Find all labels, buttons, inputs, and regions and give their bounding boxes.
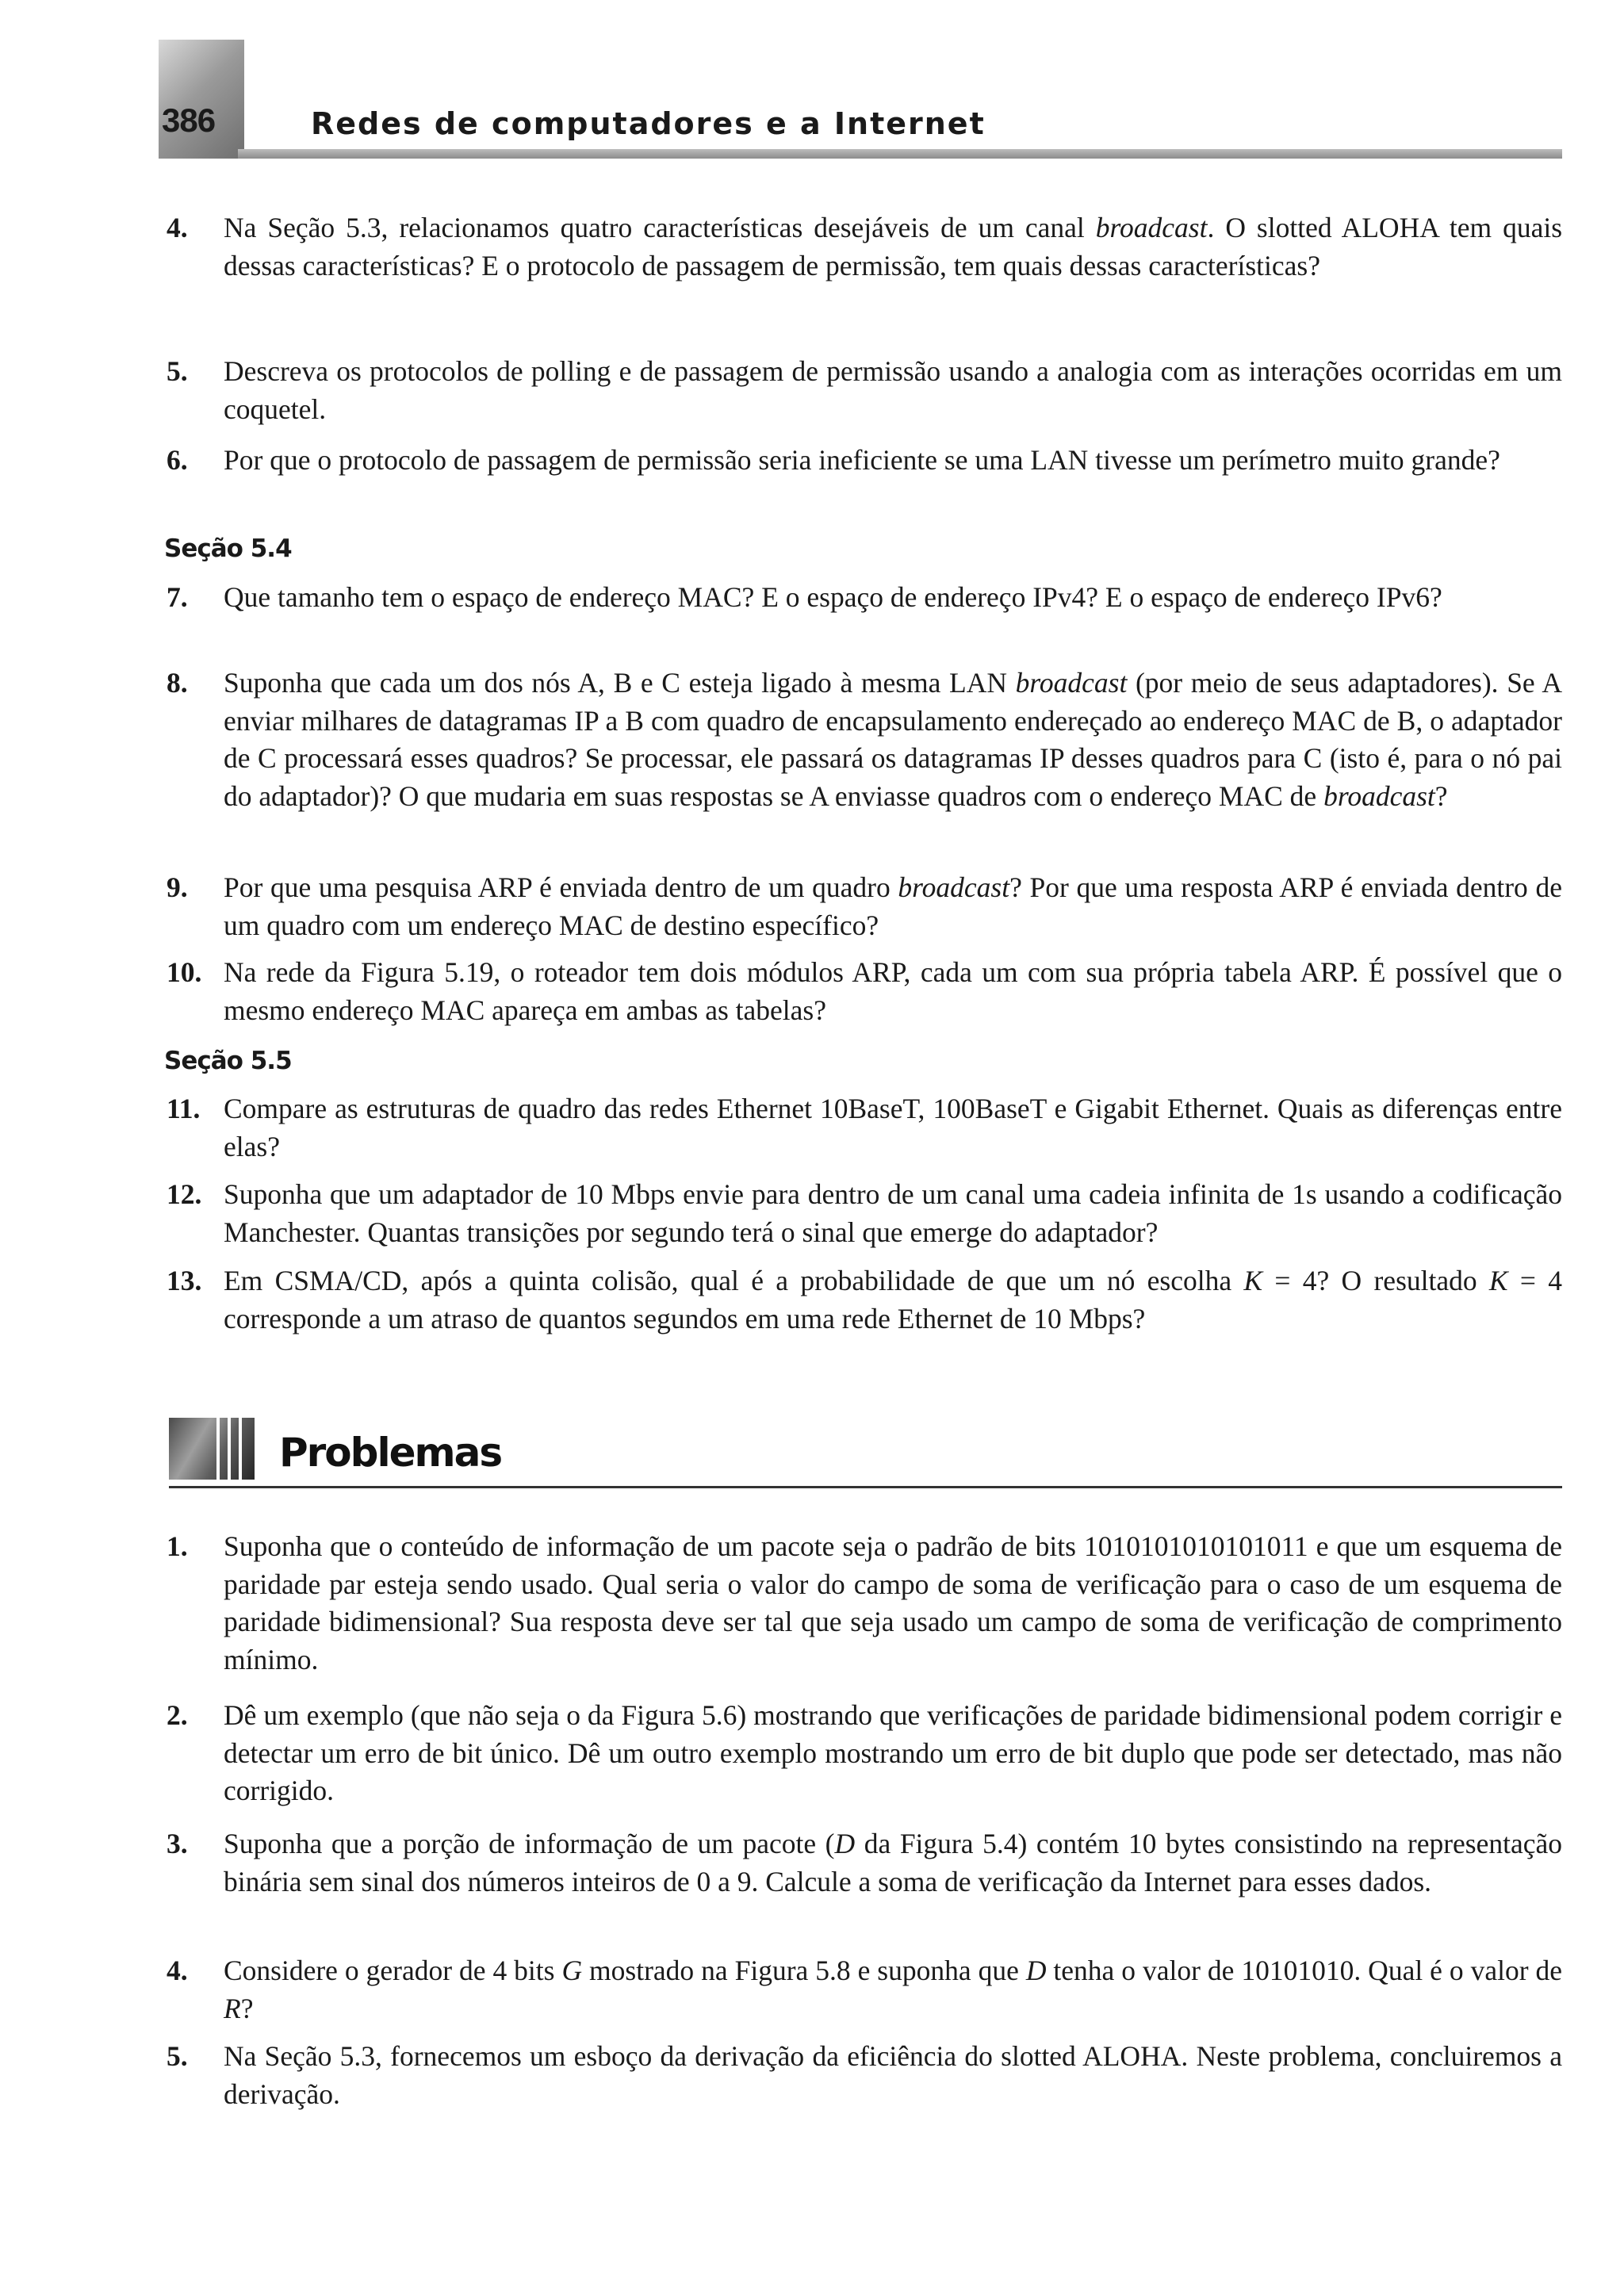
item-number: 3.	[167, 1828, 188, 1859]
item-text: Suponha que o conteúdo de informação de um pacote seja o padrão de bits 1010101010101011 e que um esquema de paridade par esteja sendo usado. Qual seria o valor do campo de soma de verificação para o caso de um esquema de paridade bidimensional? Sua resposta deve ser tal que seja usado um campo de soma de verificação de comprimento mínimo.	[224, 1530, 1562, 1675]
item-text: Suponha que cada um dos nós A, B e C esteja ligado à mesma LAN broadcast (por meio de seus adaptadores). Se A enviar milhares de datagramas IP a B com quadro de encapsulamento endereçado ao endereço MAC de B, o adaptador de C processará esses quadros? Se processar, ele passará os datagramas IP desses quadros para C (isto é, para o nó pai do adaptador)? O que mudaria em suas respostas se A enviasse quadros com o endereço MAC de broadcast?	[224, 667, 1563, 812]
problem-item-2	[167, 1697, 1562, 1810]
question-item-12	[167, 1176, 1562, 1251]
question-item-4	[167, 209, 1562, 285]
question-item-13	[167, 1262, 1562, 1338]
problems-heading: Problemas	[279, 1430, 502, 1476]
item-number: 13.	[167, 1265, 202, 1296]
problem-item-3	[167, 1825, 1562, 1901]
item-text: Que tamanho tem o espaço de endereço MAC? E o espaço de endereço IPv4? E o espaço de endereço IPv6?	[224, 581, 1442, 613]
question-item-11	[167, 1090, 1562, 1166]
problems-heading-rule	[169, 1486, 1562, 1488]
item-number: 10.	[167, 956, 202, 988]
item-number: 5.	[167, 355, 188, 387]
section-label-5-4: Seção 5.4	[164, 534, 292, 563]
item-number: 8.	[167, 667, 188, 699]
item-text: Dê um exemplo (que não seja o da Figura 5.6) mostrando que verificações de paridade bidimensional podem corrigir e detectar um erro de bit único. Dê um outro exemplo mostrando um erro de bit duplo que pode ser detectado, mas não corrigido.	[224, 1699, 1562, 1806]
item-number: 9.	[167, 871, 188, 903]
item-text: Na Seção 5.3, relacionamos quatro características desejáveis de um canal broadcast. O slotted ALOHA tem quais dessas características? E o protocolo de passagem de permissão, tem quais dessas características?	[224, 212, 1563, 281]
problem-item-1	[167, 1528, 1562, 1679]
question-item-5	[167, 353, 1562, 428]
item-number: 7.	[167, 581, 188, 613]
question-item-10	[167, 954, 1562, 1029]
question-item-6	[167, 442, 1562, 480]
item-number: 4.	[167, 1955, 188, 1986]
problem-item-5	[167, 2038, 1562, 2113]
item-number: 6.	[167, 444, 188, 476]
running-title: Redes de computadores e a Internet	[311, 106, 986, 141]
item-text: Na Seção 5.3, fornecemos um esboço da derivação da eficiência do slotted ALOHA. Neste problema, concluiremos a derivação.	[224, 2040, 1562, 2110]
section-label-5-5: Seção 5.5	[164, 1047, 292, 1075]
question-item-9	[167, 869, 1562, 944]
header-rule	[238, 149, 1562, 159]
item-number: 2.	[167, 1699, 188, 1731]
item-text: Na rede da Figura 5.19, o roteador tem dois módulos ARP, cada um com sua própria tabela ARP. É possível que o mesmo endereço MAC apareça em ambas as tabelas?	[224, 956, 1562, 1026]
item-number: 1.	[167, 1530, 188, 1562]
item-text: Suponha que um adaptador de 10 Mbps envie para dentro de um canal uma cadeia infinita de 1s usando a codificação Manchester. Quantas transições por segundo terá o sinal que emerge do adaptador?	[224, 1178, 1562, 1248]
item-text: Considere o gerador de 4 bits G mostrado na Figura 5.8 e suponha que D tenha o valor de 10101010. Qual é o valor de R?	[224, 1955, 1562, 2024]
item-text: Compare as estruturas de quadro das redes Ethernet 10BaseT, 100BaseT e Gigabit Ethernet. Quais as diferenças entre elas?	[224, 1093, 1562, 1162]
item-text: Em CSMA/CD, após a quinta colisão, qual é a probabilidade de que um nó escolha K = 4? O resultado K = 4 corresponde a um atraso de quantos segundos em uma rede Ethernet de 10 Mbps?	[224, 1265, 1562, 1334]
item-number: 11.	[167, 1093, 201, 1124]
item-number: 5.	[167, 2040, 188, 2072]
item-text: Por que uma pesquisa ARP é enviada dentro de um quadro broadcast? Por que uma resposta ARP é enviada dentro de um quadro com um endereço MAC de destino específico?	[224, 871, 1562, 941]
item-text: Suponha que a porção de informação de um pacote (D da Figura 5.4) contém 10 bytes consistindo na representação binária sem sinal dos números inteiros de 0 a 9. Calcule a soma de verificação da Internet para esses dados.	[224, 1828, 1562, 1897]
item-number: 12.	[167, 1178, 202, 1210]
page-number-block	[159, 40, 244, 159]
question-item-8	[167, 664, 1562, 815]
item-number: 4.	[167, 212, 188, 243]
problem-item-4	[167, 1952, 1562, 2028]
page-number: 386	[162, 101, 216, 139]
item-text: Descreva os protocolos de polling e de passagem de permissão usando a analogia com as interações ocorridas em um coquetel.	[224, 355, 1562, 425]
question-item-7	[167, 579, 1562, 617]
problems-section-icon	[169, 1418, 255, 1480]
item-text: Por que o protocolo de passagem de permissão seria ineficiente se uma LAN tivesse um perímetro muito grande?	[224, 444, 1500, 476]
